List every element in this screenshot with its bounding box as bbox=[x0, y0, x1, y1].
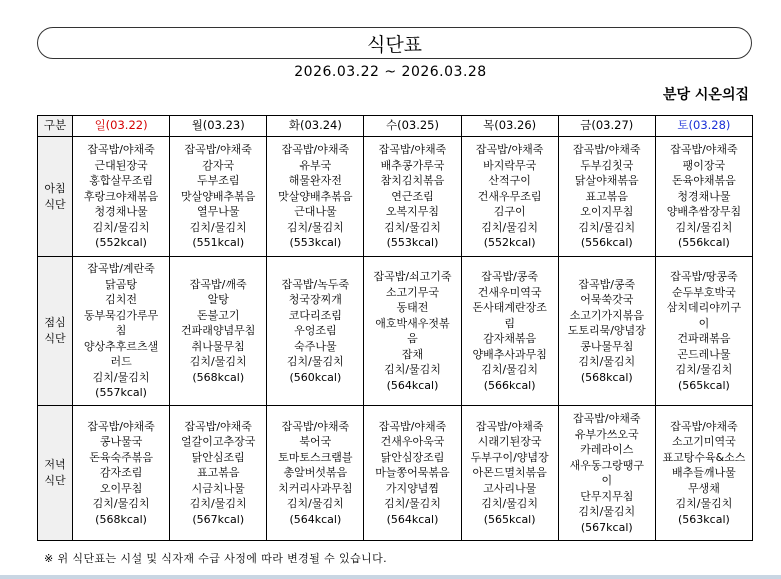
menu-item: 두부조림 bbox=[196, 174, 240, 188]
day-header-thu: 목(03.26) bbox=[461, 116, 558, 137]
menu-item: 청경채나물 bbox=[677, 189, 731, 203]
menu-cell bbox=[364, 406, 461, 541]
date-range: 2026.03.22 ~ 2026.03.28 bbox=[294, 64, 487, 80]
menu-item: 잡곡밥/야채죽 bbox=[378, 143, 447, 157]
menu-item: 두부구이/양념장 bbox=[470, 450, 549, 464]
meal-label bbox=[38, 137, 73, 257]
menu-item: (566kcal) bbox=[483, 378, 536, 392]
menu-item: 유부국 bbox=[299, 158, 332, 172]
menu-item: 김치/물김치 bbox=[481, 363, 539, 376]
menu-item: 양상추후르츠샐 bbox=[83, 339, 159, 353]
menu-cell bbox=[170, 406, 267, 541]
menu-cell bbox=[364, 137, 461, 257]
menu-item: 양배추사과무침 bbox=[472, 347, 547, 361]
menu-item: 가지양념찜 bbox=[385, 481, 440, 495]
menu-item: 잡곡밥/콩죽 bbox=[481, 270, 539, 283]
menu-title-box bbox=[37, 27, 752, 59]
breakfast-row bbox=[38, 137, 753, 257]
menu-item: 맛살양배추볶음 bbox=[181, 189, 256, 203]
day-header-sat: 토(03.28) bbox=[655, 116, 752, 137]
menu-item: (568kcal) bbox=[95, 512, 147, 526]
menu-item: (567kcal) bbox=[580, 520, 633, 534]
facility-name: 분당 시온의집 bbox=[662, 87, 749, 103]
menu-item: (567kcal) bbox=[192, 512, 245, 526]
menu-item: 김치전 bbox=[105, 293, 138, 307]
menu-item: 잡곡밥/야채죽 bbox=[184, 419, 252, 433]
menu-item: (563kcal) bbox=[678, 512, 730, 526]
menu-item: (556kcal) bbox=[580, 236, 633, 250]
menu-cell bbox=[170, 137, 267, 257]
day-header-mon: 월(03.23) bbox=[170, 116, 267, 137]
day-header-wed: 수(03.25) bbox=[364, 116, 461, 137]
menu-item: 잡곡밥/깨죽 bbox=[189, 277, 247, 291]
menu-item: 양배추쌈장무침 bbox=[666, 205, 742, 219]
menu-item: 잡곡밥/야채죽 bbox=[475, 143, 544, 157]
menu-item: 김치/물김치 bbox=[384, 363, 441, 376]
menu-item: 새우동그랑땡구 bbox=[569, 458, 644, 472]
menu-item: 오이무침 bbox=[99, 481, 143, 495]
menu-item: (552kcal) bbox=[95, 236, 147, 250]
menu-item: 잡곡밥/야채죽 bbox=[87, 143, 155, 157]
menu-item: 돈불고기 bbox=[196, 308, 240, 322]
menu-item: 잡곡밥/야채죽 bbox=[87, 419, 155, 433]
menu-item: 북어국 bbox=[299, 435, 332, 449]
menu-item: 소고기가지볶음 bbox=[569, 308, 644, 322]
menu-item: 콩나물국 bbox=[99, 435, 143, 449]
menu-item: 아몬드멸치볶음 bbox=[472, 466, 547, 480]
menu-item: 잡곡밥/계란죽 bbox=[87, 262, 155, 276]
menu-item: 후랑크야채볶음 bbox=[83, 189, 159, 203]
menu-item: 표고볶음 bbox=[585, 189, 629, 203]
menu-item: 김치/물김치 bbox=[189, 355, 247, 369]
menu-item: 바지락무국 bbox=[483, 158, 537, 172]
menu-cell bbox=[170, 257, 267, 406]
menu-item: 건새우아욱국 bbox=[380, 435, 445, 449]
menu-item: 열무나물 bbox=[196, 205, 240, 219]
menu-cell bbox=[461, 406, 558, 541]
menu-item: 닭살야채볶음 bbox=[574, 174, 639, 188]
menu-item: 김치/물김치 bbox=[481, 497, 539, 511]
menu-item: 닭곰탕 bbox=[105, 277, 138, 291]
menu-item: 잡곡밥/야채죽 bbox=[573, 412, 641, 425]
menu-item: (551kcal) bbox=[192, 236, 245, 250]
menu-item: 잡곡밥/야채죽 bbox=[281, 419, 350, 433]
menu-item: 잡곡밥/야채죽 bbox=[378, 419, 447, 433]
menu-item: 유부가쓰오국 bbox=[574, 427, 639, 441]
menu-item: 근대나물 bbox=[294, 205, 337, 219]
menu-item: 애호박새우젓볶 bbox=[375, 316, 450, 330]
meal-label-line: 저녁 bbox=[44, 458, 66, 471]
menu-item: 청경채나물 bbox=[94, 205, 148, 219]
menu-cell bbox=[655, 137, 752, 257]
menu-item: 무생채 bbox=[687, 481, 720, 495]
menu-item: (564kcal) bbox=[386, 378, 439, 392]
menu-item: 돈육야채볶음 bbox=[672, 174, 736, 188]
menu-item: 김치/물김치 bbox=[675, 220, 733, 234]
menu-item: (564kcal) bbox=[289, 512, 342, 526]
menu-item: 고사리나물 bbox=[483, 481, 537, 495]
menu-item: 곤드레나물 bbox=[677, 347, 731, 361]
menu-item: 연근조림 bbox=[391, 189, 434, 203]
menu-cell bbox=[267, 406, 364, 541]
menu-item: 우엉조림 bbox=[294, 324, 337, 338]
menu-item: 팽이장국 bbox=[682, 158, 726, 172]
menu-item: 김치/물김치 bbox=[384, 220, 441, 234]
menu-item: 표고볶음 bbox=[196, 466, 240, 480]
menu-item: (568kcal) bbox=[192, 370, 245, 384]
menu-item: 감자조림 bbox=[99, 466, 143, 480]
menu-item: 잡곡밥/야채죽 bbox=[184, 143, 252, 157]
meal-label-line: 식단 bbox=[44, 474, 66, 487]
menu-item: 두부김칫국 bbox=[580, 158, 634, 172]
meal-label bbox=[38, 257, 73, 406]
menu-item: 잡곡밥/야채죽 bbox=[475, 419, 544, 433]
menu-item: 김치/물김치 bbox=[286, 355, 344, 369]
menu-item: 소고기무국 bbox=[385, 285, 440, 299]
menu-item: 김치/물김치 bbox=[675, 363, 733, 376]
menu-item: (553kcal) bbox=[289, 236, 342, 250]
menu-cell bbox=[655, 406, 752, 541]
menu-item: 음 bbox=[407, 332, 418, 345]
menu-item: 단무지무침 bbox=[580, 489, 634, 503]
menu-item: 배추들깨나물 bbox=[672, 466, 736, 480]
menu-item: 취나물무침 bbox=[191, 339, 245, 353]
notice-text: ※ 위 식단표는 시설 및 식자재 수급 사정에 따라 변경될 수 있습니다. bbox=[44, 552, 388, 565]
menu-item: 청국장찌개 bbox=[288, 293, 342, 307]
menu-item: 닭안심장조림 bbox=[380, 450, 445, 464]
bottom-strip bbox=[0, 575, 781, 579]
menu-item: 돈사태계란장조 bbox=[472, 301, 547, 314]
menu-item: 감자국 bbox=[202, 158, 235, 172]
menu-item: 치커리사과무침 bbox=[278, 481, 353, 495]
menu-item: (557kcal) bbox=[95, 386, 147, 400]
menu-cell bbox=[267, 137, 364, 257]
menu-item: (560kcal) bbox=[289, 370, 342, 384]
menu-cell bbox=[73, 137, 170, 257]
menu-cell bbox=[73, 406, 170, 541]
menu-item: 맛살양배추볶음 bbox=[278, 189, 353, 203]
menu-item: 김치/물김치 bbox=[675, 497, 733, 511]
menu-cell bbox=[461, 257, 558, 406]
menu-cell bbox=[364, 257, 461, 406]
menu-item: 소고기미역국 bbox=[672, 435, 736, 449]
meal-label-line: 식단 bbox=[44, 332, 66, 345]
menu-item: 김구이 bbox=[493, 205, 526, 219]
day-header-fri: 금(03.27) bbox=[558, 116, 655, 137]
meal-label-line: 점심 bbox=[44, 316, 66, 329]
menu-item: 오복지무침 bbox=[385, 205, 440, 219]
menu-cell bbox=[558, 257, 655, 406]
menu-item: 김치/물김치 bbox=[384, 497, 441, 511]
menu-item: (568kcal) bbox=[580, 370, 633, 384]
menu-item: 건새우무조림 bbox=[477, 189, 542, 203]
menu-item: 잡채 bbox=[401, 347, 424, 361]
header-label: 구분 bbox=[38, 116, 73, 137]
menu-item: 알탕 bbox=[207, 293, 229, 307]
menu-cell bbox=[461, 137, 558, 257]
menu-item: 침 bbox=[115, 324, 127, 338]
menu-item: 잡곡밥/야채죽 bbox=[281, 143, 350, 157]
menu-item: 러드 bbox=[110, 355, 132, 369]
menu-item: 김치/물김치 bbox=[578, 220, 636, 234]
menu-item: (565kcal) bbox=[678, 378, 730, 392]
menu-item: 해물완자전 bbox=[288, 174, 342, 188]
menu-item: 잡곡밥/녹두죽 bbox=[281, 277, 350, 291]
menu-item: 삼치데리야끼구 bbox=[666, 301, 742, 314]
menu-item: 순두부호박국 bbox=[672, 285, 736, 299]
menu-cell bbox=[558, 406, 655, 541]
menu-item: 콩나물무침 bbox=[580, 339, 634, 353]
menu-item: 김치/물김치 bbox=[286, 220, 344, 234]
page-title: 식단표 bbox=[366, 33, 423, 56]
menu-item: 얼갈이고추장국 bbox=[181, 435, 256, 449]
menu-item: 어묵쑥갓국 bbox=[580, 293, 634, 307]
menu-item: (564kcal) bbox=[386, 512, 439, 526]
menu-item: 건새우미역국 bbox=[477, 285, 542, 299]
menu-item: 잡곡밥/야채죽 bbox=[573, 143, 641, 157]
menu-cell bbox=[558, 137, 655, 257]
day-header-tue: 화(03.24) bbox=[267, 116, 364, 137]
menu-item: 참치김치볶음 bbox=[380, 174, 445, 188]
menu-item: 김치/물김치 bbox=[92, 497, 150, 511]
header-row bbox=[38, 116, 753, 137]
menu-item: 근대된장국 bbox=[94, 158, 148, 172]
menu-item: 총알버섯볶음 bbox=[283, 466, 348, 480]
menu-item: 카레라이스 bbox=[580, 443, 634, 456]
dinner-row bbox=[38, 406, 753, 541]
menu-item: 닭안심조림 bbox=[191, 450, 245, 464]
meal-label-line: 식단 bbox=[44, 197, 66, 211]
menu-item: 잡곡밥/야채죽 bbox=[670, 143, 738, 157]
menu-item: 잡곡밥/콩죽 bbox=[578, 277, 636, 291]
menu-item: 홍합살무조림 bbox=[89, 174, 153, 188]
menu-item: 김치/물김치 bbox=[92, 370, 150, 384]
menu-item: 건파래양념무침 bbox=[181, 324, 256, 338]
menu-item: 건파래볶음 bbox=[677, 332, 731, 345]
menu-item: 김치/물김치 bbox=[92, 220, 150, 234]
menu-item: 김치/물김치 bbox=[578, 355, 636, 369]
menu-item: 김치/물김치 bbox=[189, 220, 247, 234]
menu-item: (552kcal) bbox=[483, 236, 536, 250]
meal-label bbox=[38, 406, 73, 541]
menu-item: 동태전 bbox=[396, 301, 429, 314]
menu-item: 잡곡밥/야채죽 bbox=[670, 419, 738, 433]
meal-label-line: 아침 bbox=[44, 181, 66, 195]
menu-item: 시금치나물 bbox=[191, 481, 245, 495]
menu-item: 표고탕수육&소스 bbox=[662, 450, 746, 464]
menu-item: 이 bbox=[601, 474, 613, 487]
lunch-row bbox=[38, 257, 753, 406]
menu-item: 산적구이 bbox=[488, 174, 531, 188]
menu-cell bbox=[267, 257, 364, 406]
menu-item: (553kcal) bbox=[386, 236, 439, 250]
menu-item: 잡곡밥/땅콩죽 bbox=[670, 270, 738, 283]
menu-item: 숙주나물 bbox=[294, 339, 337, 353]
menu-item: 감자채볶음 bbox=[483, 332, 537, 345]
menu-item: 마늘쫑어묵볶음 bbox=[375, 466, 450, 480]
menu-item: 이 bbox=[698, 316, 710, 330]
menu-item: 돈육숙주볶음 bbox=[89, 450, 153, 464]
day-header-sun: 일(03.22) bbox=[73, 116, 170, 137]
menu-item: 코다리조림 bbox=[288, 308, 342, 322]
menu-item: 토마토스크램블 bbox=[278, 450, 353, 464]
menu-item: 림 bbox=[504, 316, 515, 330]
menu-item: 잡곡밥/쇠고기죽 bbox=[373, 270, 452, 283]
menu-item: (565kcal) bbox=[483, 512, 536, 526]
menu-cell bbox=[73, 257, 170, 406]
menu-item: 시래기된장국 bbox=[477, 435, 542, 449]
menu-cell bbox=[655, 257, 752, 406]
menu-item: 김치/물김치 bbox=[481, 220, 539, 234]
menu-item: 오이지무침 bbox=[580, 205, 634, 219]
menu-item: 도토리묵/양념장 bbox=[567, 324, 646, 338]
menu-item: 김치/물김치 bbox=[189, 497, 247, 511]
weekly-menu-table bbox=[37, 115, 753, 541]
menu-item: 김치/물김치 bbox=[286, 497, 344, 511]
menu-item: 동부묵김가루무 bbox=[83, 308, 159, 322]
menu-item: 배추콩가루국 bbox=[380, 158, 445, 172]
menu-item: (556kcal) bbox=[678, 236, 730, 250]
menu-item: 김치/물김치 bbox=[578, 505, 636, 518]
